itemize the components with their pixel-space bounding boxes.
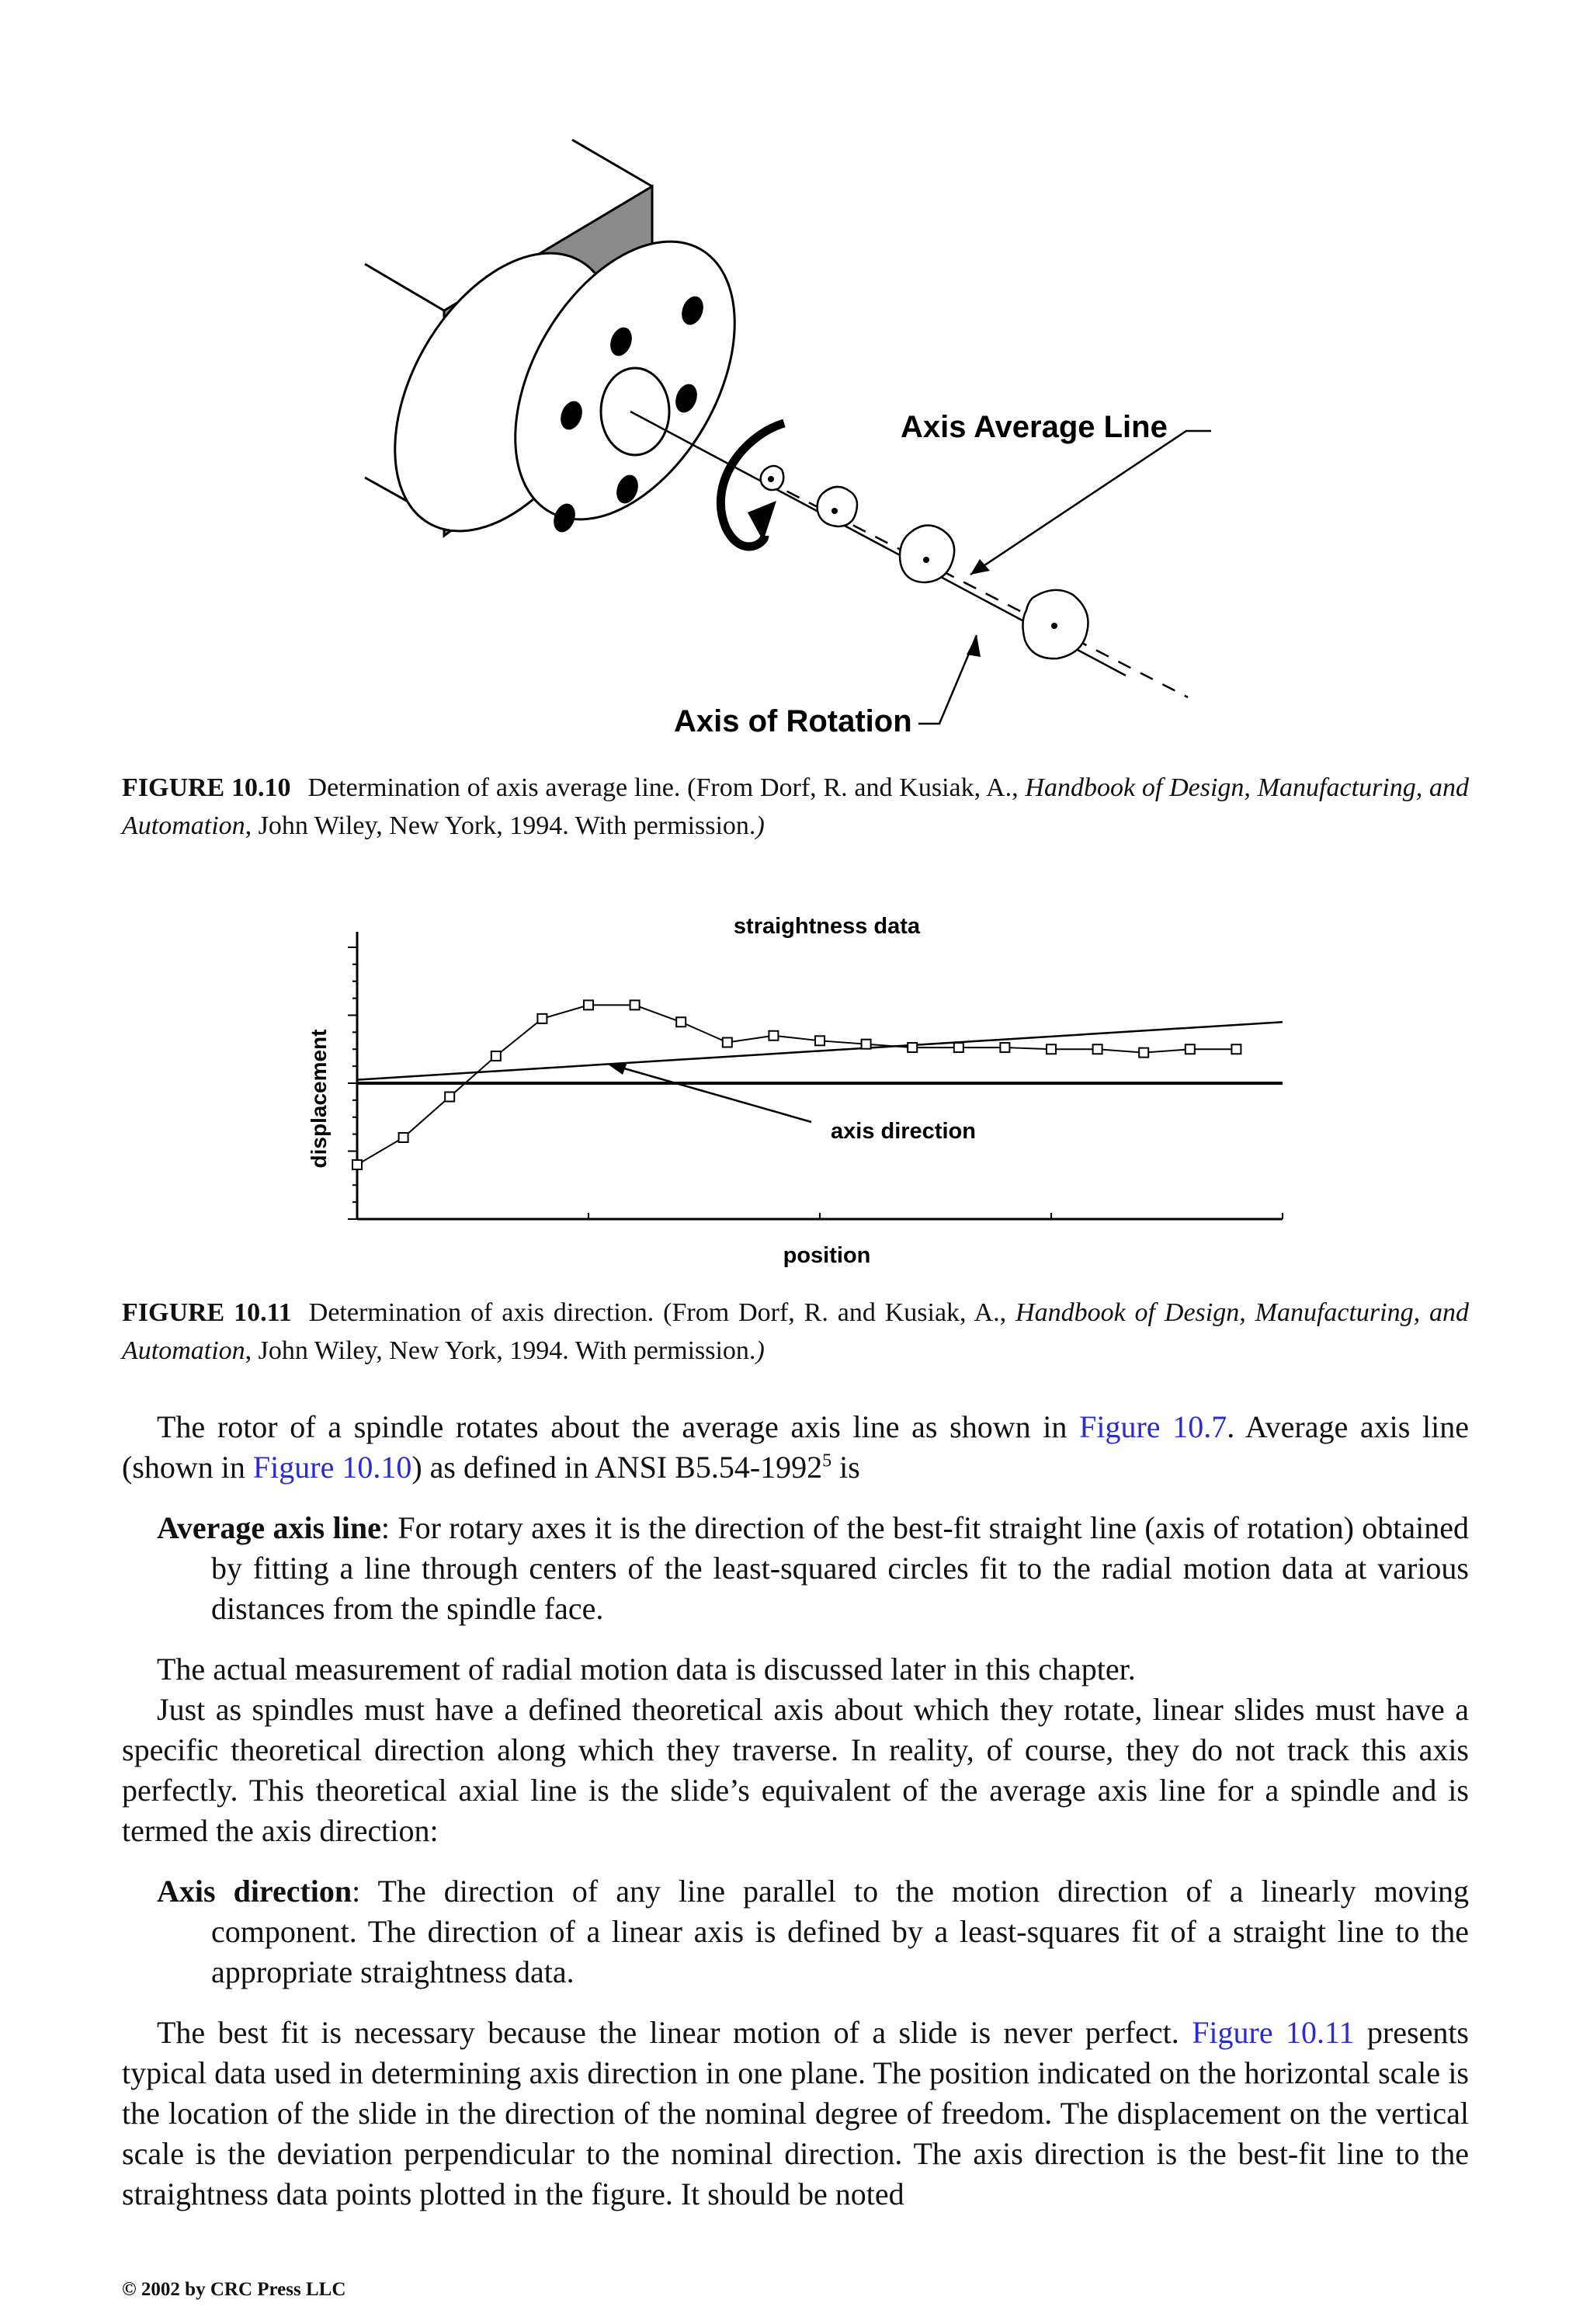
chart-axes <box>348 932 1283 1219</box>
data-point <box>908 1043 917 1052</box>
paragraph-4: The best fit is necessary because the linear motion of a slide is never perfect. Figure 10.11 presents typical data used in determining axis direction in one plane. The position indicated on the horizontal scale is the location of the slide in the direction of the nominal degree of freedom. The displacement on the vertical scale is the deviation perpendicular to the nominal direction. The axis direction is the best-fit line to the straightness data points plotted in the figure. It should be noted <box>122 2015 1469 2211</box>
label-leaders <box>918 431 1211 724</box>
paragraph-3: Just as spindles must have a defined theoretical axis about which they rotate, linear slides must have a specific theoretical direction along which they traverse. In reality, of course, they do not track this axis perfectly. This theoretical axial line is the slide’s equivalent of the average axis line for a spindle and is termed the axis direction: <box>122 1692 1469 1848</box>
y-axis-label: displacement <box>307 1029 331 1169</box>
data-point <box>537 1014 547 1023</box>
copyright-footer: © 2002 by CRC Press LLC <box>122 2279 346 2300</box>
data-point <box>1093 1044 1102 1054</box>
chart-title: straightness data <box>733 914 921 939</box>
leader-arrowhead-rotation <box>967 635 981 657</box>
data-point <box>352 1160 362 1169</box>
data-point <box>723 1038 732 1047</box>
figure-10-11-caption-label: FIGURE 10.11 <box>122 1298 292 1327</box>
data-point <box>954 1043 963 1052</box>
definition-axis-direction: Axis direction: The direction of any line parallel to the motion direction of a linearly moving component. The direction of a linear axis is defined by a least-squares fit of a straight line to the appropriate straightness data. <box>157 1874 1469 1989</box>
data-point <box>676 1017 686 1027</box>
x-axis-label: position <box>783 1243 871 1268</box>
figure-10-11-chart <box>0 893 1590 1289</box>
data-point <box>862 1040 871 1049</box>
paragraph-2: The actual measurement of radial motion data is discussed later in this chapter. <box>157 1652 1136 1687</box>
annotation-leader <box>613 1065 811 1122</box>
body-text <box>122 1407 1469 2215</box>
figure-10-10-caption-title: Handbook of Design, Manufacturing, and Automation <box>122 773 1469 840</box>
data-point <box>445 1093 454 1102</box>
data-point <box>815 1036 825 1045</box>
data-point <box>630 1000 640 1009</box>
figure-10-10-caption-label: FIGURE 10.10 <box>122 773 291 802</box>
definition-average-axis-line: Average axis line: For rotary axes it is the direction of the best-fit straight line (axis of rotation) obtained by fitting a line through centers of the least-squared circles fit to the radial motion data at various distances from the spindle face. <box>157 1510 1469 1626</box>
axis-of-rotation-label: Axis of Rotation <box>674 704 912 738</box>
data-point <box>1186 1044 1195 1054</box>
link-figure-10-10[interactable]: Figure 10.10 <box>252 1450 412 1485</box>
figure-10-10-caption: FIGURE 10.10 Determination of axis average line. (From Dorf, R. and Kusiak, A., Handbook of Design, Manufacturing, and Automation, John Wiley, New York, 1994. With permission.) <box>122 773 1469 840</box>
data-point <box>1139 1048 1148 1058</box>
link-figure-10-7[interactable]: Figure 10.7 <box>1079 1409 1227 1444</box>
paragraph-1: The rotor of a spindle rotates about the average axis line as shown in Figure 10.7. Average axis line (shown in Figure 10.10) as defined in ANSI B5.54-1992$^5$ is <box>122 1409 1469 1485</box>
data-point <box>399 1133 408 1142</box>
data-point <box>1047 1044 1056 1054</box>
data-point <box>769 1031 778 1040</box>
data-point <box>1000 1043 1009 1052</box>
figure-10-11-caption-title: Handbook of Design, Manufacturing, and Automation <box>122 1298 1469 1365</box>
figure-10-10-illustration <box>0 0 1590 761</box>
axis-average-line-label: Axis Average Line <box>901 410 1168 444</box>
figure-10-11-caption: FIGURE 10.11 Determination of axis direction. (From Dorf, R. and Kusiak, A., Handbook of Design, Manufacturing, and Automation, John Wiley, New York, 1994. With permission.) <box>122 1298 1469 1365</box>
link-figure-10-11[interactable]: Figure 10.11 <box>1192 2015 1355 2050</box>
data-point <box>584 1000 593 1009</box>
leader-arrowhead-average <box>970 559 990 575</box>
axis-direction-annotation: axis direction <box>831 1119 976 1144</box>
data-point <box>1231 1044 1241 1054</box>
straightness-series <box>352 1000 1241 1169</box>
reference-superscript: 5 <box>822 1450 832 1471</box>
data-point <box>491 1051 501 1061</box>
series-line <box>357 1005 1236 1165</box>
